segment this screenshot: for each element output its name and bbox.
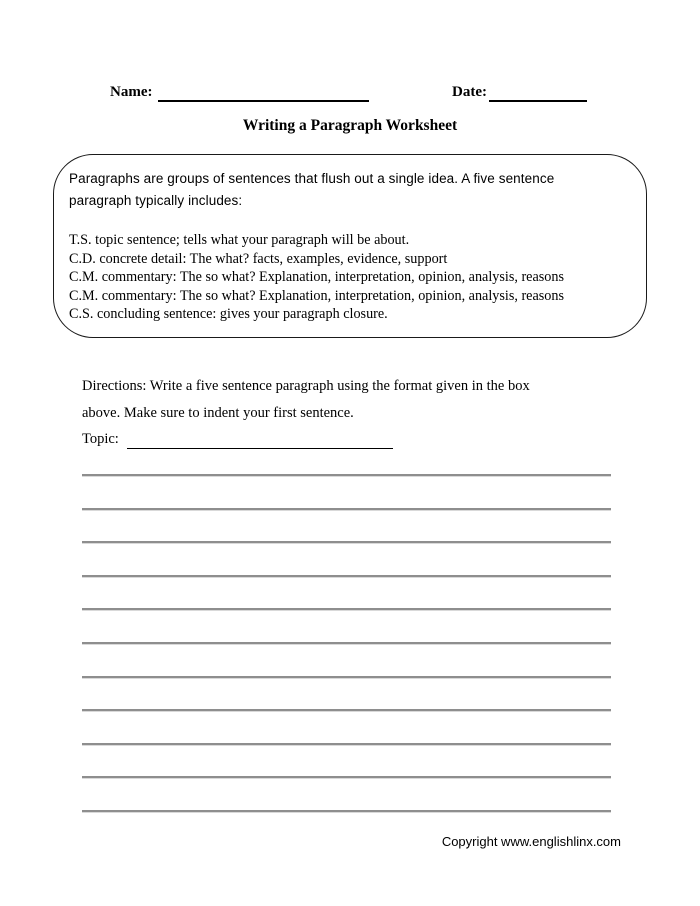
writing-line[interactable] — [82, 575, 611, 577]
date-field-line[interactable] — [489, 100, 587, 102]
writing-line[interactable] — [82, 709, 611, 711]
writing-line[interactable] — [82, 608, 611, 610]
format-item-commentary-2: C.M. commentary: The so what? Explanation, interpretation, opinion, analysis, reasons — [69, 287, 565, 304]
format-item-commentary-1: C.M. commentary: The so what? Explanation, interpretation, opinion, analysis, reasons — [69, 269, 565, 286]
info-box — [53, 154, 647, 338]
directions-text — [82, 373, 530, 426]
copyright-text: Copyright www.englishlinx.com — [441, 834, 621, 849]
directions-line-1: Directions: Write a five sentence paragraph using the format given in the box — [82, 378, 530, 394]
date-label: Date: — [452, 84, 487, 100]
format-item-topic-sentence: T.S. topic sentence; tells what your paragraph will be about. — [69, 232, 410, 248]
topic-field-line[interactable] — [127, 448, 393, 449]
writing-line[interactable] — [82, 776, 611, 778]
writing-line[interactable] — [82, 508, 611, 510]
writing-line[interactable] — [82, 541, 611, 543]
page-title: Writing a Paragraph Worksheet — [242, 117, 458, 134]
info-box-intro-line-1: Paragraphs are groups of sentences that flush out a single idea. A five sentence — [69, 171, 555, 186]
format-item-concluding-sentence: C.S. concluding sentence: gives your paragraph closure. — [69, 306, 388, 323]
topic-label: Topic: — [82, 431, 119, 447]
writing-line[interactable] — [82, 676, 611, 678]
writing-line[interactable] — [82, 810, 611, 812]
writing-line[interactable] — [82, 474, 611, 476]
format-list — [69, 231, 630, 324]
directions-line-2: above. Make sure to indent your first sentence. — [82, 404, 354, 421]
name-field-line[interactable] — [158, 100, 369, 102]
format-item-concrete-detail: C.D. concrete detail: The what? facts, examples, evidence, support — [69, 250, 448, 267]
name-label: Name: — [110, 84, 153, 100]
writing-line[interactable] — [82, 743, 611, 745]
info-box-intro-line-2: paragraph typically includes: — [69, 192, 243, 208]
writing-line[interactable] — [82, 642, 611, 644]
